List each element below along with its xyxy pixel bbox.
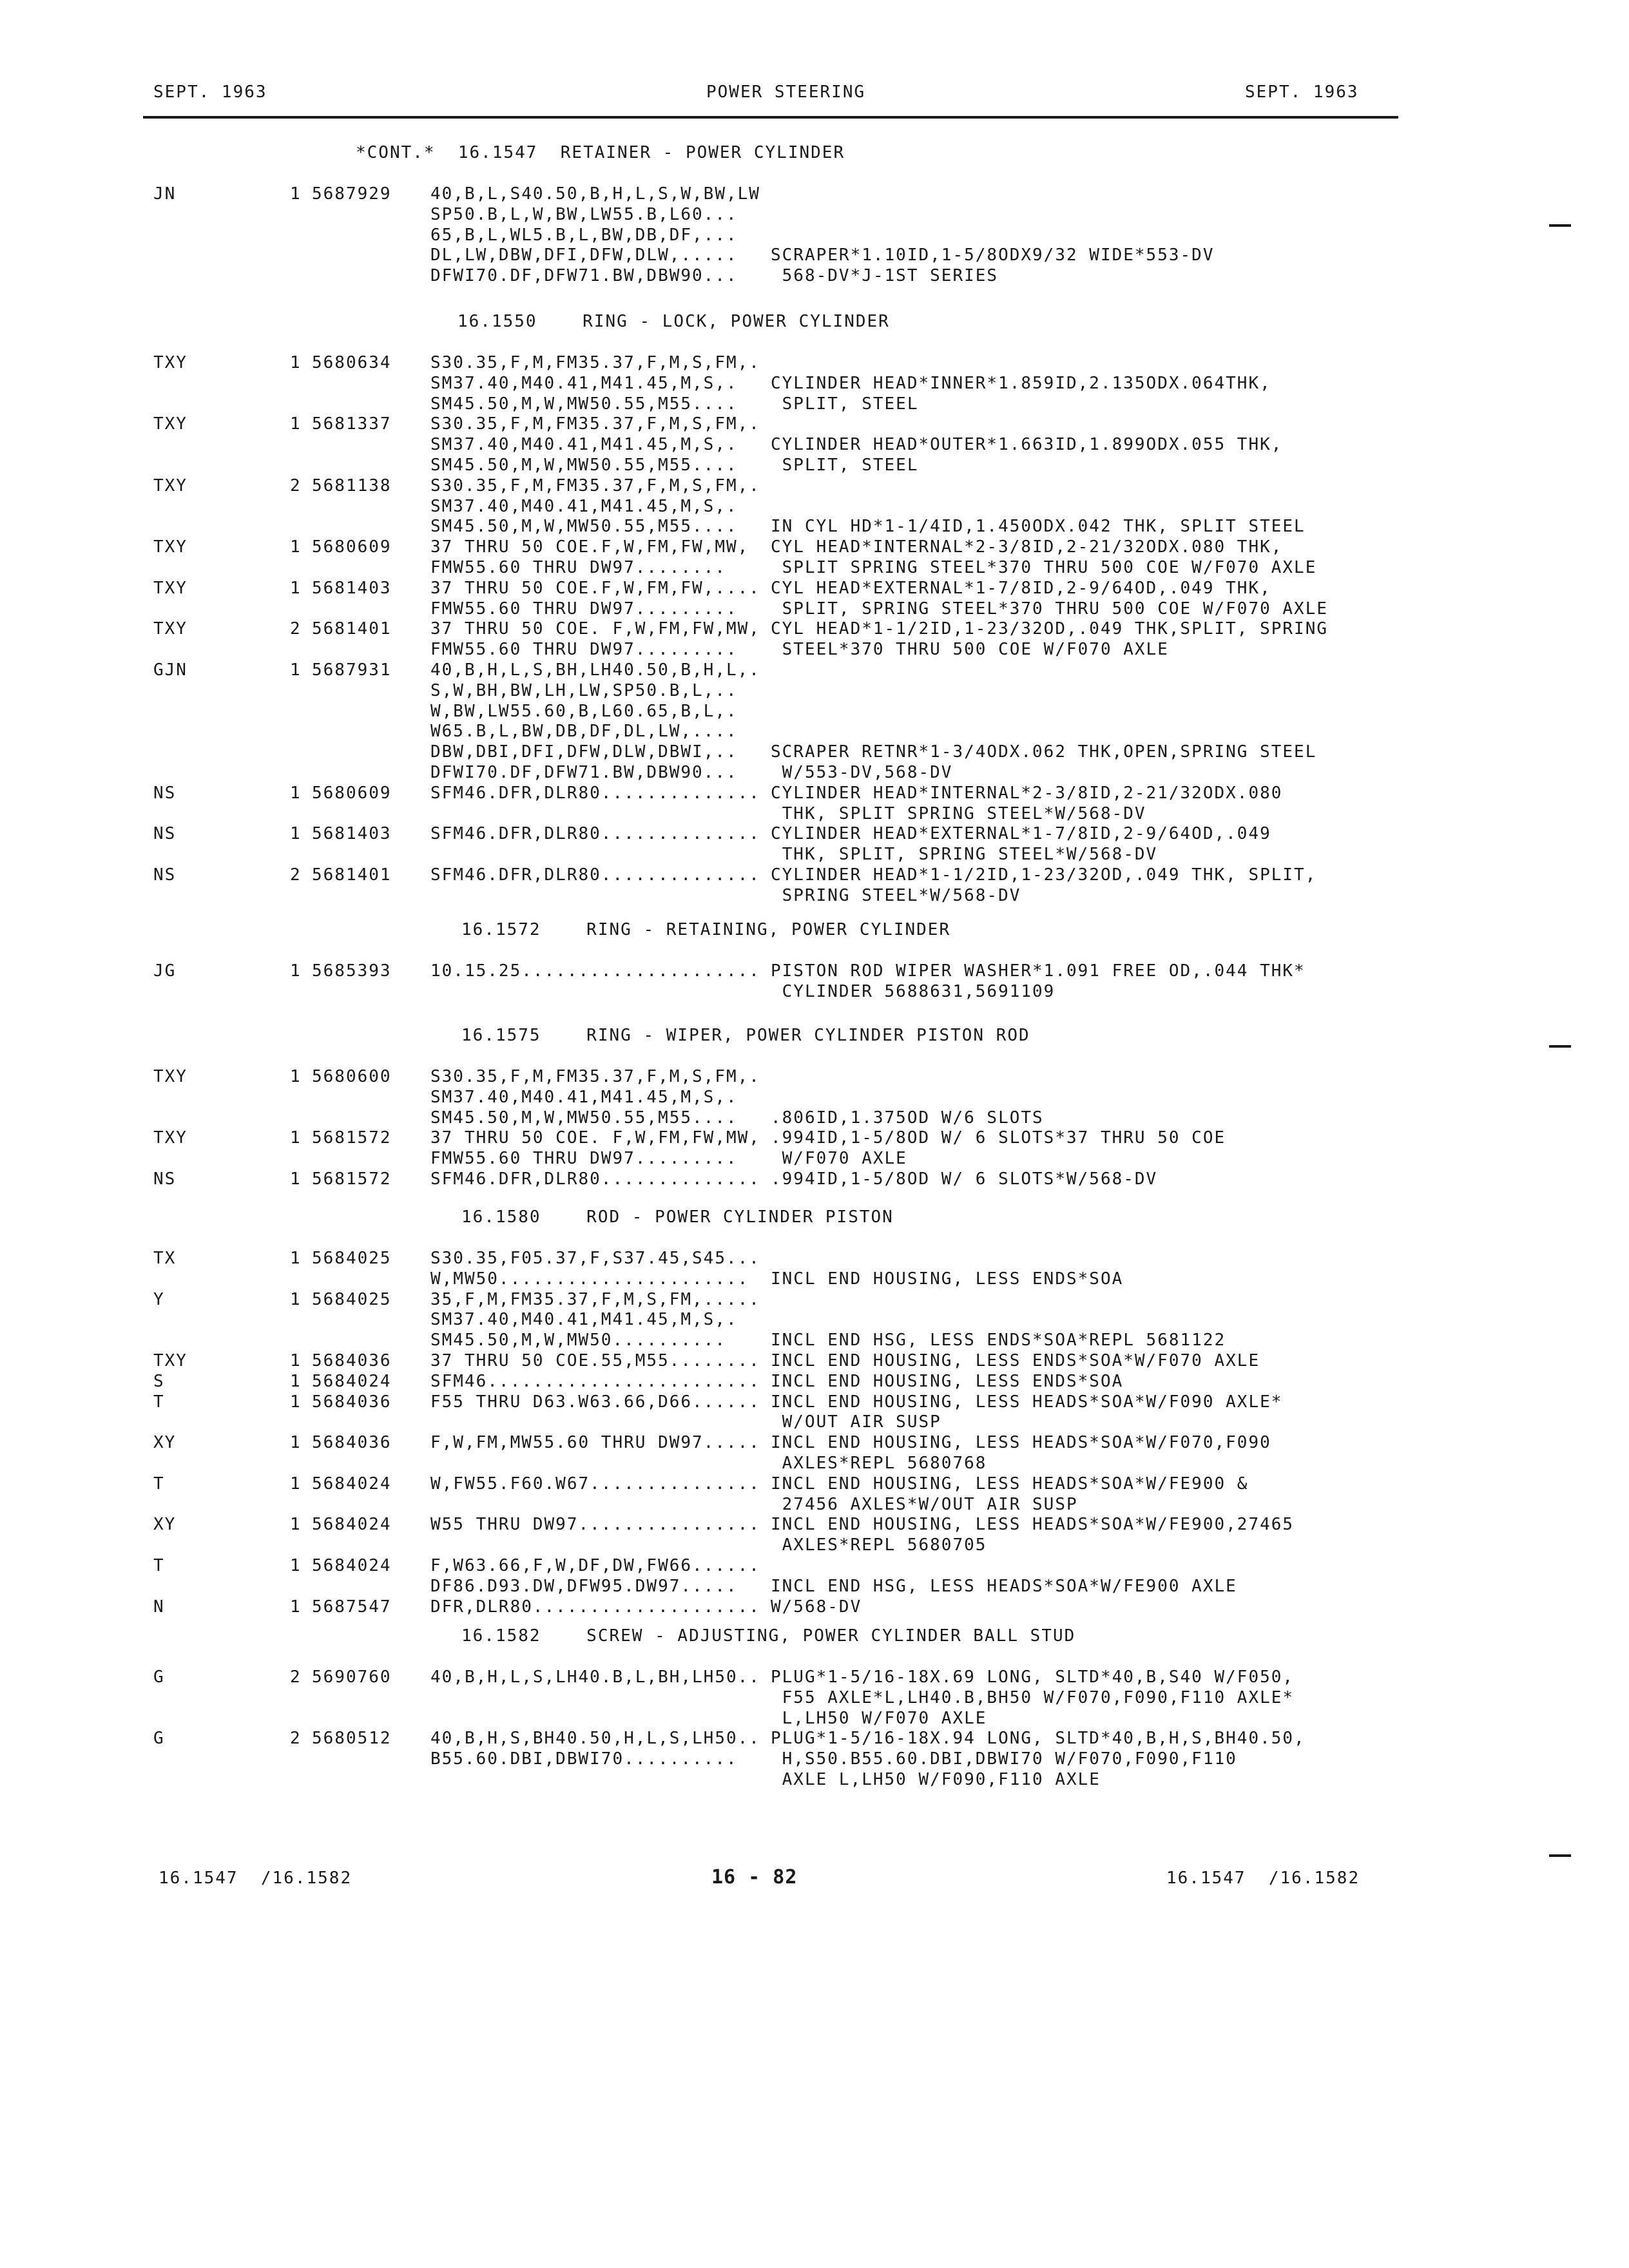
description: INCL END HOUSING, LESS ENDS*SOA [771, 1372, 1124, 1391]
application: S30.35,F,M,FM35.37,F,M,S,FM,. [430, 353, 760, 372]
list-item [0, 702, 1629, 722]
list-item [0, 266, 1629, 287]
margin-mark [1549, 1045, 1571, 1048]
list-item [0, 517, 1629, 537]
application: DL,LW,DBW,DFI,DFW,DLW,..... [430, 245, 738, 265]
description: W/F070 AXLE [771, 1149, 907, 1168]
application: 35,F,M,FM35.37,F,M,S,FM,..... [430, 1290, 760, 1309]
application: F,W63.66,F,W,DF,DW,FW66...... [430, 1556, 760, 1575]
list-item [0, 558, 1629, 579]
quantity: 1 [290, 579, 302, 598]
part-number: 5687929 [312, 184, 392, 204]
description: INCL END HOUSING, LESS HEADS*SOA*W/FE900 & [771, 1474, 1249, 1494]
application: SFM46.DFR,DLR80.............. [430, 783, 760, 803]
list-item [0, 394, 1629, 415]
model-code: TXY [153, 1351, 188, 1370]
list-item [0, 1169, 1629, 1190]
list-item [0, 783, 1629, 804]
list-item [0, 1667, 1629, 1688]
application: 37 THRU 50 COE.F,W,FM,FW,.... [430, 579, 760, 598]
description: W/568-DV [771, 1597, 862, 1617]
description: CYLINDER HEAD*OUTER*1.663ID,1.899ODX.055 THK, [771, 435, 1283, 454]
description: CYL HEAD*EXTERNAL*1-7/8ID,2-9/64OD,.049 THK, [771, 579, 1271, 598]
list-item [0, 184, 1629, 205]
application: 37 THRU 50 COE. F,W,FM,FW,MW, [430, 1128, 760, 1148]
part-number: 5680609 [312, 783, 392, 803]
quantity: 1 [290, 1597, 302, 1617]
list-item [0, 245, 1629, 266]
list-item [0, 886, 1629, 907]
list-item [0, 619, 1629, 640]
quantity: 1 [290, 1128, 302, 1148]
model-code: T [153, 1392, 165, 1412]
quantity: 1 [290, 783, 302, 803]
description: INCL END HOUSING, LESS ENDS*SOA [771, 1269, 1124, 1289]
model-code: TXY [153, 537, 188, 557]
part-number: 5681572 [312, 1128, 392, 1148]
list-item [0, 722, 1629, 742]
application: F,W,FM,MW55.60 THRU DW97..... [430, 1433, 760, 1452]
model-code: XY [153, 1515, 177, 1534]
model-code: G [153, 1729, 165, 1748]
description: PLUG*1-5/16-18X.94 LONG, SLTD*40,B,H,S,BH40.50, [771, 1729, 1306, 1748]
model-code: S [153, 1372, 165, 1391]
list-item [0, 1392, 1629, 1413]
description: CYL HEAD*1-1/2ID,1-23/32OD,.049 THK,SPLIT, SPRING [771, 619, 1329, 639]
part-number: 5681401 [312, 619, 392, 639]
application: SM37.40,M40.41,M41.45,M,S,. [430, 374, 738, 393]
application: 65,B,L,WL5.B,L,BW,DB,DF,... [430, 226, 738, 245]
header-date-right: SEPT. 1963 [1245, 82, 1359, 102]
description: W/553-DV,568-DV [771, 763, 953, 782]
application: SM45.50,M,W,MW50.55,M55.... [430, 517, 738, 536]
description: .994ID,1-5/8OD W/ 6 SLOTS*37 THRU 50 COE [771, 1128, 1226, 1148]
part-number: 5684024 [312, 1372, 392, 1391]
description: INCL END HOUSING, LESS ENDS*SOA*W/F070 AXLE [771, 1351, 1260, 1370]
application: 37 THRU 50 COE.F,W,FM,FW,MW, [430, 537, 749, 557]
description: W/OUT AIR SUSP [771, 1412, 941, 1432]
application: FMW55.60 THRU DW97......... [430, 640, 738, 659]
quantity: 2 [290, 1729, 302, 1748]
part-number: 5680600 [312, 1067, 392, 1086]
model-code: NS [153, 1169, 177, 1189]
list-item [0, 1577, 1629, 1597]
description: THK, SPLIT, SPRING STEEL*W/568-DV [771, 845, 1158, 864]
part-number: 5681403 [312, 579, 392, 598]
description: INCL END HSG, LESS ENDS*SOA*REPL 5681122 [771, 1331, 1226, 1350]
description: .994ID,1-5/8OD W/ 6 SLOTS*W/568-DV [771, 1169, 1158, 1189]
application: DFR,DLR80.................... [430, 1597, 760, 1617]
list-item [0, 476, 1629, 497]
list-item [0, 1372, 1629, 1392]
quantity: 2 [290, 1667, 302, 1687]
description: AXLES*REPL 5680705 [771, 1535, 987, 1555]
list-item [0, 982, 1629, 1003]
margin-mark [1549, 1854, 1571, 1857]
quantity: 1 [290, 414, 302, 434]
description: THK, SPLIT SPRING STEEL*W/568-DV [771, 804, 1146, 823]
quantity: 1 [290, 1067, 302, 1086]
part-number: 5680634 [312, 353, 392, 372]
model-code: TX [153, 1249, 177, 1268]
list-item [0, 1149, 1629, 1169]
application: 37 THRU 50 COE. F,W,FM,FW,MW, [430, 619, 760, 639]
description: CYLINDER HEAD*INTERNAL*2-3/8ID,2-21/32ODX.080 [771, 783, 1283, 803]
application: W,FW55.F60.W67............... [430, 1474, 760, 1494]
application: DFWI70.DF,DFW71.BW,DBW90... [430, 763, 738, 782]
model-code: JN [153, 184, 177, 204]
application: F55 THRU D63.W63.66,D66...... [430, 1392, 760, 1412]
list-item [0, 435, 1629, 456]
part-number: 5687931 [312, 660, 392, 680]
description: CYLINDER 5688631,5691109 [771, 982, 1055, 1001]
application: 40,B,L,S40.50,B,H,L,S,W,BW,LW [430, 184, 760, 204]
quantity: 1 [290, 1474, 302, 1494]
list-item [0, 1351, 1629, 1372]
list-item [0, 205, 1629, 226]
part-number: 5680512 [312, 1729, 392, 1748]
description: INCL END HOUSING, LESS HEADS*SOA*W/FE900,27465 [771, 1515, 1295, 1534]
application: SM37.40,M40.41,M41.45,M,S,. [430, 435, 738, 454]
quantity: 1 [290, 184, 302, 204]
application: S30.35,F,M,FM35.37,F,M,S,FM,. [430, 1067, 760, 1086]
quantity: 1 [290, 1169, 302, 1189]
quantity: 1 [290, 1372, 302, 1391]
application: 40,B,H,S,BH40.50,H,L,S,LH50.. [430, 1729, 760, 1748]
quantity: 1 [290, 660, 302, 680]
description: CYLINDER HEAD*1-1/2ID,1-23/32OD,.049 THK, SPLIT, [771, 865, 1317, 885]
section-title: 16.1582 SCREW - ADJUSTING, POWER CYLINDER BALL STUD [461, 1626, 1076, 1646]
application: S30.35,F05.37,F,S37.45,S45... [430, 1249, 760, 1268]
application: W,MW50...................... [430, 1269, 749, 1289]
description: INCL END HOUSING, LESS HEADS*SOA*W/F090 AXLE* [771, 1392, 1283, 1412]
model-code: TXY [153, 476, 188, 495]
description: INCL END HSG, LESS HEADS*SOA*W/FE900 AXLE [771, 1577, 1237, 1596]
description: CYLINDER HEAD*INNER*1.859ID,2.135ODX.064THK, [771, 374, 1271, 393]
list-item [0, 226, 1629, 246]
quantity: 1 [290, 1249, 302, 1268]
list-item [0, 1331, 1629, 1351]
application: SM45.50,M,W,MW50.55,M55.... [430, 456, 738, 475]
quantity: 1 [290, 353, 302, 372]
section-title: 16.1580 ROD - POWER CYLINDER PISTON [461, 1207, 894, 1227]
description: SCRAPER RETNR*1-3/4ODX.062 THK,OPEN,SPRING STEEL [771, 742, 1317, 762]
part-number: 5681138 [312, 476, 392, 495]
application: 40,B,H,L,S,LH40.B,L,BH,LH50.. [430, 1667, 760, 1687]
list-item [0, 1597, 1629, 1618]
list-item [0, 865, 1629, 886]
quantity: 1 [290, 1556, 302, 1575]
list-item [0, 1495, 1629, 1515]
list-item [0, 456, 1629, 476]
description: SPLIT, STEEL [771, 394, 919, 414]
model-code: JG [153, 961, 177, 981]
model-code: NS [153, 824, 177, 843]
header-date-left: SEPT. 1963 [153, 82, 267, 102]
list-item [0, 497, 1629, 517]
part-number: 5687547 [312, 1597, 392, 1617]
application: 37 THRU 50 COE.55,M55........ [430, 1351, 760, 1370]
application: FMW55.60 THRU DW97......... [430, 1149, 738, 1168]
description: .806ID,1.375OD W/6 SLOTS [771, 1108, 1044, 1128]
part-number: 5684024 [312, 1515, 392, 1534]
list-item [0, 1310, 1629, 1331]
list-item [0, 1770, 1629, 1791]
model-code: XY [153, 1433, 177, 1452]
description: AXLE L,LH50 W/F090,F110 AXLE [771, 1770, 1101, 1789]
quantity: 2 [290, 865, 302, 885]
model-code: NS [153, 865, 177, 885]
description: 27456 AXLES*W/OUT AIR SUSP [771, 1495, 1078, 1514]
description: F55 AXLE*L,LH40.B,BH50 W/F070,F090,F110 AXLE* [771, 1688, 1295, 1707]
list-item [0, 681, 1629, 702]
footer-range-left: 16.1547 /16.1582 [159, 1869, 352, 1888]
application: SFM46.DFR,DLR80.............. [430, 865, 760, 885]
list-item [0, 1556, 1629, 1577]
section-title: 16.1550 RING - LOCK, POWER CYLINDER [458, 312, 890, 331]
application: FMW55.60 THRU DW97......... [430, 599, 738, 619]
margin-mark [1549, 224, 1571, 227]
application: SFM46........................ [430, 1372, 760, 1391]
list-item [0, 1249, 1629, 1269]
model-code: T [153, 1556, 165, 1575]
part-number: 5681401 [312, 865, 392, 885]
application: SP50.B,L,W,BW,LW55.B,L60... [430, 205, 738, 224]
part-number: 5684025 [312, 1249, 392, 1268]
list-item [0, 1412, 1629, 1433]
application: DF86.D93.DW,DFW95.DW97..... [430, 1577, 738, 1596]
list-item [0, 804, 1629, 825]
description: PISTON ROD WIPER WASHER*1.091 FREE OD,.044 THK* [771, 961, 1306, 981]
part-number: 5684036 [312, 1351, 392, 1370]
part-number: 5684025 [312, 1290, 392, 1309]
section-title: 16.1572 RING - RETAINING, POWER CYLINDER [461, 920, 951, 939]
list-item [0, 414, 1629, 435]
list-item [0, 1515, 1629, 1535]
description: H,S50.B55.60.DBI,DBWI70 W/F070,F090,F110 [771, 1749, 1237, 1769]
application: SM37.40,M40.41,M41.45,M,S,. [430, 1310, 738, 1329]
list-item [0, 1290, 1629, 1311]
quantity: 1 [290, 1433, 302, 1452]
list-item [0, 742, 1629, 763]
description: 568-DV*J-1ST SERIES [771, 266, 999, 285]
description: SCRAPER*1.10ID,1-5/8ODX9/32 WIDE*553-DV [771, 245, 1215, 265]
part-number: 5684036 [312, 1433, 392, 1452]
application: W,BW,LW55.60,B,L60.65,B,L,. [430, 702, 738, 721]
model-code: Y [153, 1290, 165, 1309]
section-title: 16.1575 RING - WIPER, POWER CYLINDER PISTON ROD [461, 1026, 1030, 1045]
model-code: TXY [153, 1067, 188, 1086]
list-item [0, 1454, 1629, 1474]
quantity: 1 [290, 1351, 302, 1370]
application: SFM46.DFR,DLR80.............. [430, 1169, 760, 1189]
part-number: 5684036 [312, 1392, 392, 1412]
part-number: 5681337 [312, 414, 392, 434]
description: STEEL*370 THRU 500 COE W/F070 AXLE [771, 640, 1169, 659]
list-item [0, 1433, 1629, 1454]
list-item [0, 1688, 1629, 1709]
model-code: T [153, 1474, 165, 1494]
model-code: NS [153, 783, 177, 803]
description: CYLINDER HEAD*EXTERNAL*1-7/8ID,2-9/64OD,.049 [771, 824, 1271, 843]
model-code: TXY [153, 619, 188, 639]
quantity: 1 [290, 537, 302, 557]
list-item [0, 537, 1629, 558]
model-code: TXY [153, 414, 188, 434]
application: 40,B,H,L,S,BH,LH40.50,B,H,L,. [430, 660, 760, 680]
list-item [0, 824, 1629, 845]
list-item [0, 1709, 1629, 1729]
model-code: TXY [153, 1128, 188, 1148]
quantity: 2 [290, 619, 302, 639]
list-item [0, 845, 1629, 865]
description: SPRING STEEL*W/568-DV [771, 886, 1021, 905]
footer-range-right: 16.1547 /16.1582 [1166, 1869, 1360, 1888]
model-code: N [153, 1597, 165, 1617]
quantity: 1 [290, 1290, 302, 1309]
quantity: 1 [290, 1515, 302, 1534]
application: W65.B,L,BW,DB,DF,DL,LW,.... [430, 722, 738, 741]
part-number: 5681403 [312, 824, 392, 843]
part-number: 5684024 [312, 1556, 392, 1575]
part-number: 5685393 [312, 961, 392, 981]
list-item [0, 640, 1629, 660]
application: SFM46.DFR,DLR80.............. [430, 824, 760, 843]
list-item [0, 1749, 1629, 1770]
model-code: TXY [153, 579, 188, 598]
description: AXLES*REPL 5680768 [771, 1454, 987, 1473]
application: SM45.50,M,W,MW50.55,M55.... [430, 394, 738, 414]
list-item [0, 374, 1629, 394]
description: SPLIT SPRING STEEL*370 THRU 500 COE W/F070 AXLE [771, 558, 1317, 577]
application: DBW,DBI,DFI,DFW,DLW,DBWI,.. [430, 742, 738, 762]
list-item [0, 1474, 1629, 1495]
part-number: 5680609 [312, 537, 392, 557]
application: B55.60.DBI,DBWI70.......... [430, 1749, 738, 1769]
list-item [0, 1088, 1629, 1108]
application: FMW55.60 THRU DW97........ [430, 558, 726, 577]
part-number: 5684024 [312, 1474, 392, 1494]
quantity: 1 [290, 961, 302, 981]
description: IN CYL HD*1-1/4ID,1.450ODX.042 THK, SPLIT STEEL [771, 517, 1306, 536]
list-item [0, 1269, 1629, 1290]
application: SM37.40,M40.41,M41.45,M,S,. [430, 497, 738, 516]
application: S30.35,F,M,FM35.37,F,M,S,FM,. [430, 414, 760, 434]
description: SPLIT, STEEL [771, 456, 919, 475]
application: DFWI70.DF,DFW71.BW,DBW90... [430, 266, 738, 285]
description: PLUG*1-5/16-18X.69 LONG, SLTD*40,B,S40 W/F050, [771, 1667, 1295, 1687]
list-item [0, 599, 1629, 620]
list-item [0, 1535, 1629, 1556]
description: SPLIT, SPRING STEEL*370 THRU 500 COE W/F070 AXLE [771, 599, 1329, 619]
description: INCL END HOUSING, LESS HEADS*SOA*W/F070,F090 [771, 1433, 1271, 1452]
description: L,LH50 W/F070 AXLE [771, 1709, 987, 1728]
list-item [0, 1729, 1629, 1749]
section-title: *CONT.* 16.1547 RETAINER - POWER CYLINDER [356, 143, 845, 162]
list-item [0, 579, 1629, 599]
list-item [0, 763, 1629, 783]
model-code: TXY [153, 353, 188, 372]
list-item [0, 353, 1629, 374]
list-item [0, 1128, 1629, 1149]
list-item [0, 660, 1629, 681]
model-code: GJN [153, 660, 188, 680]
application: 10.15.25..................... [430, 961, 760, 981]
part-number: 5690760 [312, 1667, 392, 1687]
page-number: 16 - 82 [711, 1866, 798, 1888]
application: W55 THRU DW97................ [430, 1515, 760, 1534]
part-number: 5681572 [312, 1169, 392, 1189]
quantity: 1 [290, 824, 302, 843]
header-title: POWER STEERING [706, 82, 866, 102]
list-item [0, 961, 1629, 982]
list-item [0, 1108, 1629, 1129]
application: SM45.50,M,W,MW50.......... [430, 1331, 726, 1350]
quantity: 1 [290, 1392, 302, 1412]
application: S,W,BH,BW,LH,LW,SP50.B,L,.. [430, 681, 738, 700]
list-item [0, 1067, 1629, 1088]
quantity: 2 [290, 476, 302, 495]
application: SM37.40,M40.41,M41.45,M,S,. [430, 1088, 738, 1107]
application: SM45.50,M,W,MW50.55,M55.... [430, 1108, 738, 1128]
application: S30.35,F,M,FM35.37,F,M,S,FM,. [430, 476, 760, 495]
description: CYL HEAD*INTERNAL*2-3/8ID,2-21/32ODX.080 THK, [771, 537, 1283, 557]
model-code: G [153, 1667, 165, 1687]
